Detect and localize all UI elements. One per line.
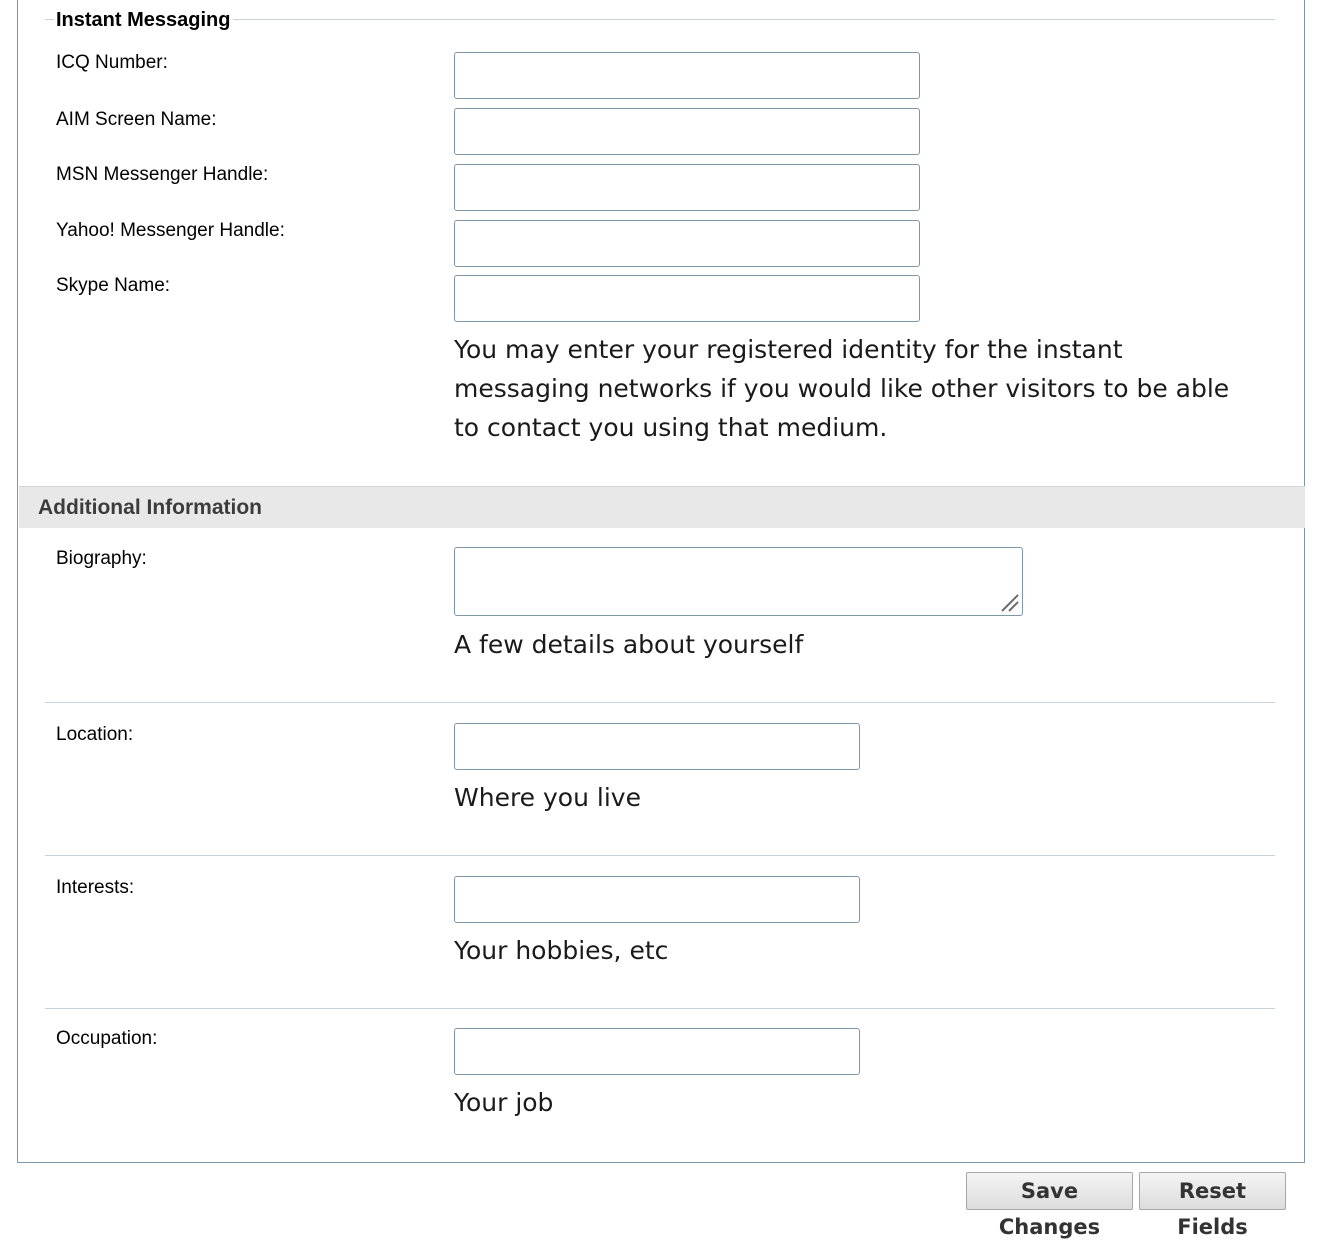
interests-description: Your hobbies, etc xyxy=(454,936,669,965)
msn-label: MSN Messenger Handle: xyxy=(56,164,269,185)
biography-label: Biography: xyxy=(56,548,147,569)
additional-information-header: Additional Information xyxy=(19,486,1305,528)
location-description: Where you live xyxy=(454,783,641,812)
occupation-label: Occupation: xyxy=(56,1028,158,1049)
interests-label: Interests: xyxy=(56,877,135,898)
row-divider xyxy=(45,702,1275,703)
resize-grip-icon[interactable] xyxy=(998,591,1020,613)
skype-label: Skype Name: xyxy=(56,275,171,296)
row-divider xyxy=(45,855,1275,856)
description-line: to contact you using that medium. xyxy=(454,413,888,442)
msn-input[interactable] xyxy=(454,164,920,211)
description-line: You may enter your registered identity for the instant xyxy=(454,335,1123,364)
location-label: Location: xyxy=(56,724,134,745)
profile-form-panel xyxy=(17,0,1305,1163)
aim-label: AIM Screen Name: xyxy=(56,109,217,130)
row-divider xyxy=(45,1008,1275,1009)
instant-messaging-legend: Instant Messaging xyxy=(54,8,233,32)
icq-label: ICQ Number: xyxy=(56,52,168,73)
skype-input[interactable] xyxy=(454,275,920,322)
reset-fields-button[interactable]: Reset Fields xyxy=(1139,1172,1286,1210)
aim-input[interactable] xyxy=(454,108,920,155)
occupation-input[interactable] xyxy=(454,1028,860,1075)
description-line: messaging networks if you would like other visitors to be able xyxy=(454,374,1230,403)
yahoo-label: Yahoo! Messenger Handle: xyxy=(56,220,285,241)
location-input[interactable] xyxy=(454,723,860,770)
save-changes-button[interactable]: Save Changes xyxy=(966,1172,1133,1210)
yahoo-input[interactable] xyxy=(454,220,920,267)
occupation-description: Your job xyxy=(454,1088,554,1117)
icq-input[interactable] xyxy=(454,52,920,99)
biography-textarea[interactable] xyxy=(454,547,1023,616)
biography-description: A few details about yourself xyxy=(454,630,804,659)
interests-input[interactable] xyxy=(454,876,860,923)
instant-messaging-description xyxy=(454,330,1229,447)
